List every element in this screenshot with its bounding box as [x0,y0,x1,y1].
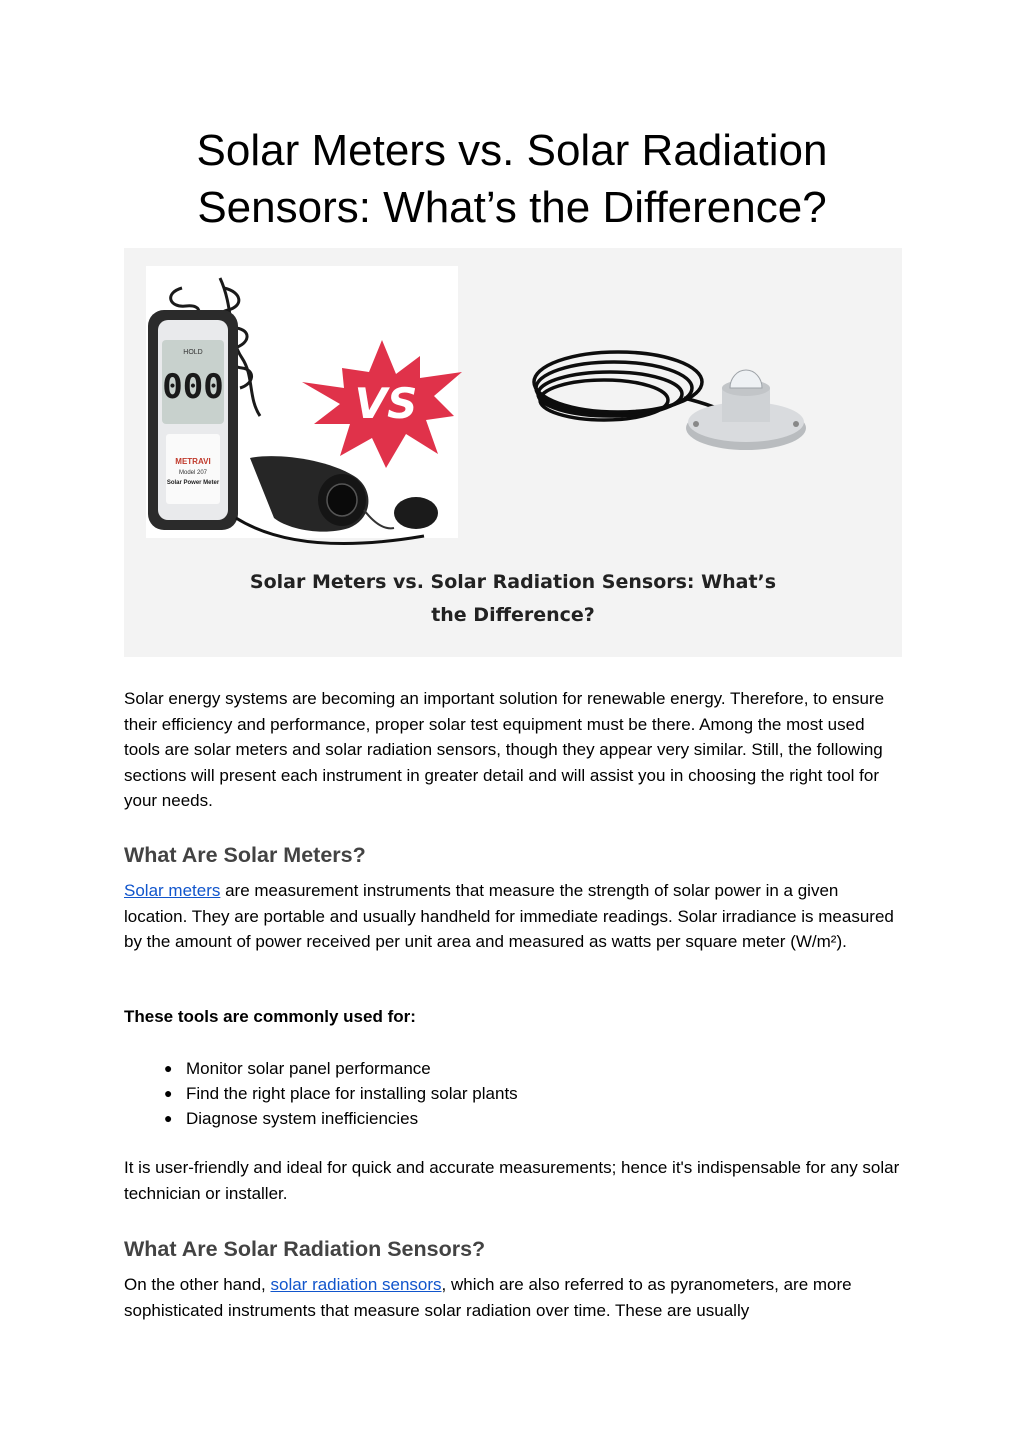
section-heading-solar-meters: What Are Solar Meters? [124,843,366,867]
hero-caption-line-2: the Difference? [431,604,595,626]
list-item [124,1056,824,1081]
bullet-icon: ● [164,1110,173,1126]
solar-meters-body: are measurement instruments that measure the strength of solar power in a given location. They are portable and usually handheld for immediate readings. Solar irradiance is measured by the amount of power received per unit area and measured as watts per square meter (W/m²). [124,881,894,951]
hero-caption [124,566,902,632]
hero-image [124,248,902,657]
hero-caption-line-1: Solar Meters vs. Solar Radiation Sensors: What’s [249,571,777,593]
list-item [124,1081,824,1106]
solar-meter-device [148,310,238,530]
vs-burst [302,340,462,468]
radiation-sensors-body-start: On the other hand, [124,1275,271,1294]
solar-meters-link[interactable]: Solar meters [124,881,221,900]
list-item-text: Diagnose system inefficiencies [186,1109,419,1128]
section-heading-radiation-sensors: What Are Solar Radiation Sensors? [124,1237,486,1261]
solar-meters-closing: It is user-friendly and ideal for quick and accurate measurements; hence it's indispensable for any solar technician or installer. [124,1158,900,1203]
bullet-icon: ● [164,1060,173,1076]
meter-display: 000 [162,367,224,407]
list-item [124,1106,824,1131]
intro-paragraph: Solar energy systems are becoming an important solution for renewable energy. Therefore, to ensure their efficiency and performance, proper solar test equipment must be there. Among the most used tools are solar meters and solar radiation sensors, though they appear very similar. Still, the following sections will present each instrument in greater detail and will assist you in choosing the right tool for your needs. [124,689,885,810]
meter-brand: METRAVI [175,457,211,466]
solar-meters-paragraph [124,878,904,955]
pyranometer-device [686,370,806,450]
title-line-2: Sensors: What’s the Difference? [197,183,827,232]
meter-model: Model 207 [178,470,208,476]
meter-sensor-probe [236,456,438,543]
uses-heading: These tools are commonly used for: [124,1007,416,1026]
radiation-sensors-paragraph [124,1272,904,1323]
meter-hold-label: HOLD [183,349,203,356]
list-item-text: Monitor solar panel performance [186,1059,431,1078]
title-line-1: Solar Meters vs. Solar Radiation [196,126,828,175]
radiation-sensors-link[interactable]: solar radiation sensors [270,1275,442,1294]
bullet-icon: ● [164,1085,173,1101]
vs-text: VS [354,379,418,428]
page-title [0,122,1024,236]
meter-label: Solar Power Meter [166,480,220,486]
radiation-sensors-body-end: , which are also referred to as pyranometers, are more sophisticated instruments that measure solar radiation over time. These are usually [124,1275,852,1320]
list-item-text: Find the right place for installing solar plants [186,1084,518,1103]
uses-list [124,1056,824,1131]
